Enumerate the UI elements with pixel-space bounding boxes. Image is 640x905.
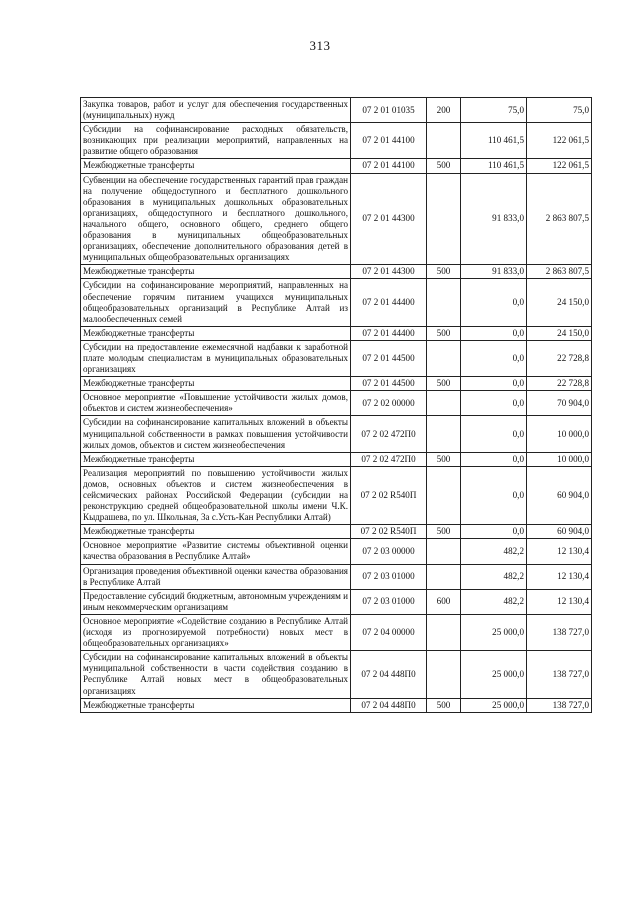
row-type <box>427 173 461 265</box>
row-type <box>427 340 461 376</box>
row-name: Закупка товаров, работ и услуг для обеспечения государственных (муниципальных) нужд <box>81 98 351 123</box>
row-value-1: 0,0 <box>461 377 527 391</box>
row-value-2: 60 904,0 <box>527 466 592 524</box>
row-value-2: 138 727,0 <box>527 698 592 712</box>
row-name: Основное мероприятие «Содействие созданию в Республике Алтай (исходя из прогнозируемой потребности) новых мест в общеобразовательных организациях» <box>81 614 351 650</box>
row-code: 07 2 02 00000 <box>351 391 427 416</box>
row-value-1: 0,0 <box>461 452 527 466</box>
row-value-1: 0,0 <box>461 279 527 326</box>
row-value-1: 110 461,5 <box>461 159 527 173</box>
row-code: 07 2 03 00000 <box>351 539 427 564</box>
row-code: 07 2 02 R540П <box>351 466 427 524</box>
row-code: 07 2 02 472П0 <box>351 416 427 452</box>
table-row <box>81 416 592 452</box>
row-type <box>427 614 461 650</box>
table-row <box>81 326 592 340</box>
table-row <box>81 173 592 265</box>
row-name: Межбюджетные трансферты <box>81 698 351 712</box>
row-value-1: 0,0 <box>461 466 527 524</box>
row-name: Межбюджетные трансферты <box>81 326 351 340</box>
row-value-1: 482,2 <box>461 564 527 589</box>
row-type <box>427 651 461 698</box>
row-name: Основное мероприятие «Повышение устойчивости жилых домов, объектов и систем жизнеобеспечения» <box>81 391 351 416</box>
row-value-1: 75,0 <box>461 98 527 123</box>
table-row <box>81 391 592 416</box>
row-value-2: 2 863 807,5 <box>527 173 592 265</box>
row-type: 500 <box>427 377 461 391</box>
row-code: 07 2 02 R540П <box>351 525 427 539</box>
row-type: 500 <box>427 326 461 340</box>
row-code: 07 2 03 01000 <box>351 589 427 614</box>
table-row <box>81 614 592 650</box>
row-value-2: 2 863 807,5 <box>527 265 592 279</box>
row-value-1: 25 000,0 <box>461 614 527 650</box>
row-type <box>427 391 461 416</box>
row-value-1: 91 833,0 <box>461 265 527 279</box>
row-name: Реализация мероприятий по повышению устойчивости жилых домов, основных объектов и систем жизнеобеспечения в сейсмических районах Российской Федерации (субсидии на реконструкцию средней общеобразовательной школы имени Ч.К. Кыдрашева, по ул. Школьная, 3а с.Усть-Кан Республики Алтай) <box>81 466 351 524</box>
table-row <box>81 159 592 173</box>
row-value-2: 70 904,0 <box>527 391 592 416</box>
row-value-1: 0,0 <box>461 525 527 539</box>
row-type: 500 <box>427 698 461 712</box>
row-name: Субсидии на софинансирование мероприятий, направленных на обеспечение горячим питанием учащихся муниципальных общеобразовательных организаций в Республике Алтай из малообеспеченных семей <box>81 279 351 326</box>
row-type: 600 <box>427 589 461 614</box>
row-type <box>427 564 461 589</box>
row-value-2: 138 727,0 <box>527 614 592 650</box>
row-value-2: 12 130,4 <box>527 539 592 564</box>
row-value-1: 91 833,0 <box>461 173 527 265</box>
row-name: Субсидии на софинансирование капитальных вложений в объекты муниципальной собственности в рамках повышения устойчивости жилых домов, объектов и систем жизнеобеспечения <box>81 416 351 452</box>
row-type <box>427 123 461 159</box>
row-value-2: 122 061,5 <box>527 123 592 159</box>
row-value-1: 0,0 <box>461 416 527 452</box>
table-row <box>81 452 592 466</box>
row-value-1: 25 000,0 <box>461 698 527 712</box>
row-name: Субвенции на обеспечение государственных гарантий прав граждан на получение общедоступного и бесплатного дошкольного образования в муниципальных дошкольных образовательных организациях, общедоступного и бесплатного дошкольного, начального общего, основного общего, среднего общего образования в муниципальных общеобразовательных организациях, обеспечение дополнительного образования детей в муниципальных общеобразовательных организациях <box>81 173 351 265</box>
row-type: 500 <box>427 452 461 466</box>
table-row <box>81 651 592 698</box>
row-value-1: 0,0 <box>461 326 527 340</box>
row-code: 07 2 02 472П0 <box>351 452 427 466</box>
row-type: 500 <box>427 159 461 173</box>
row-code: 07 2 01 44500 <box>351 340 427 376</box>
row-name: Межбюджетные трансферты <box>81 265 351 279</box>
row-name: Предоставление субсидий бюджетным, автономным учреждениям и иным некоммерческим организациям <box>81 589 351 614</box>
row-name: Межбюджетные трансферты <box>81 452 351 466</box>
table-row <box>81 279 592 326</box>
row-code: 07 2 01 44400 <box>351 326 427 340</box>
row-value-1: 0,0 <box>461 340 527 376</box>
row-code: 07 2 01 01035 <box>351 98 427 123</box>
row-value-2: 22 728,8 <box>527 377 592 391</box>
row-code: 07 2 01 44300 <box>351 265 427 279</box>
row-type <box>427 466 461 524</box>
row-value-1: 482,2 <box>461 589 527 614</box>
row-code: 07 2 04 448П0 <box>351 651 427 698</box>
row-code: 07 2 01 44400 <box>351 279 427 326</box>
table-row <box>81 589 592 614</box>
row-value-2: 24 150,0 <box>527 326 592 340</box>
row-value-2: 10 000,0 <box>527 416 592 452</box>
row-name: Субсидии на софинансирование капитальных вложений в объекты муниципальной собственности в части содействия созданию в Республике Алтай новых мест в общеобразовательных организациях <box>81 651 351 698</box>
row-value-1: 482,2 <box>461 539 527 564</box>
row-value-1: 0,0 <box>461 391 527 416</box>
page-number: 313 <box>309 38 331 53</box>
row-value-2: 22 728,8 <box>527 340 592 376</box>
row-value-2: 12 130,4 <box>527 589 592 614</box>
row-type <box>427 416 461 452</box>
row-value-2: 24 150,0 <box>527 279 592 326</box>
budget-table <box>80 97 592 713</box>
budget-table-body <box>81 98 592 713</box>
row-name: Межбюджетные трансферты <box>81 159 351 173</box>
row-type <box>427 539 461 564</box>
table-row <box>81 525 592 539</box>
row-type <box>427 279 461 326</box>
row-code: 07 2 04 00000 <box>351 614 427 650</box>
row-value-2: 60 904,0 <box>527 525 592 539</box>
row-code: 07 2 01 44500 <box>351 377 427 391</box>
row-code: 07 2 01 44100 <box>351 159 427 173</box>
table-row <box>81 564 592 589</box>
table-row <box>81 340 592 376</box>
row-type: 500 <box>427 525 461 539</box>
row-type: 500 <box>427 265 461 279</box>
row-value-1: 110 461,5 <box>461 123 527 159</box>
table-row <box>81 377 592 391</box>
row-name: Основное мероприятие «Развитие системы объективной оценки качества образования в Республике Алтай» <box>81 539 351 564</box>
row-value-2: 122 061,5 <box>527 159 592 173</box>
row-code: 07 2 01 44300 <box>351 173 427 265</box>
row-code: 07 2 03 01000 <box>351 564 427 589</box>
row-type: 200 <box>427 98 461 123</box>
row-name: Субсидии на предоставление ежемесячной надбавки к заработной плате молодым специалистам в муниципальных образовательных организациях <box>81 340 351 376</box>
table-row <box>81 466 592 524</box>
row-name: Субсидии на софинансирование расходных обязательств, возникающих при реализации мероприятий, направленных на развитие общего образования <box>81 123 351 159</box>
table-row <box>81 698 592 712</box>
row-code: 07 2 01 44100 <box>351 123 427 159</box>
row-name: Межбюджетные трансферты <box>81 377 351 391</box>
row-value-2: 10 000,0 <box>527 452 592 466</box>
table-row <box>81 539 592 564</box>
row-value-2: 12 130,4 <box>527 564 592 589</box>
row-value-1: 25 000,0 <box>461 651 527 698</box>
table-row <box>81 98 592 123</box>
table-row <box>81 265 592 279</box>
row-value-2: 138 727,0 <box>527 651 592 698</box>
table-row <box>81 123 592 159</box>
row-code: 07 2 04 448П0 <box>351 698 427 712</box>
row-value-2: 75,0 <box>527 98 592 123</box>
row-name: Организация проведения объективной оценки качества образования в Республике Алтай <box>81 564 351 589</box>
row-name: Межбюджетные трансферты <box>81 525 351 539</box>
